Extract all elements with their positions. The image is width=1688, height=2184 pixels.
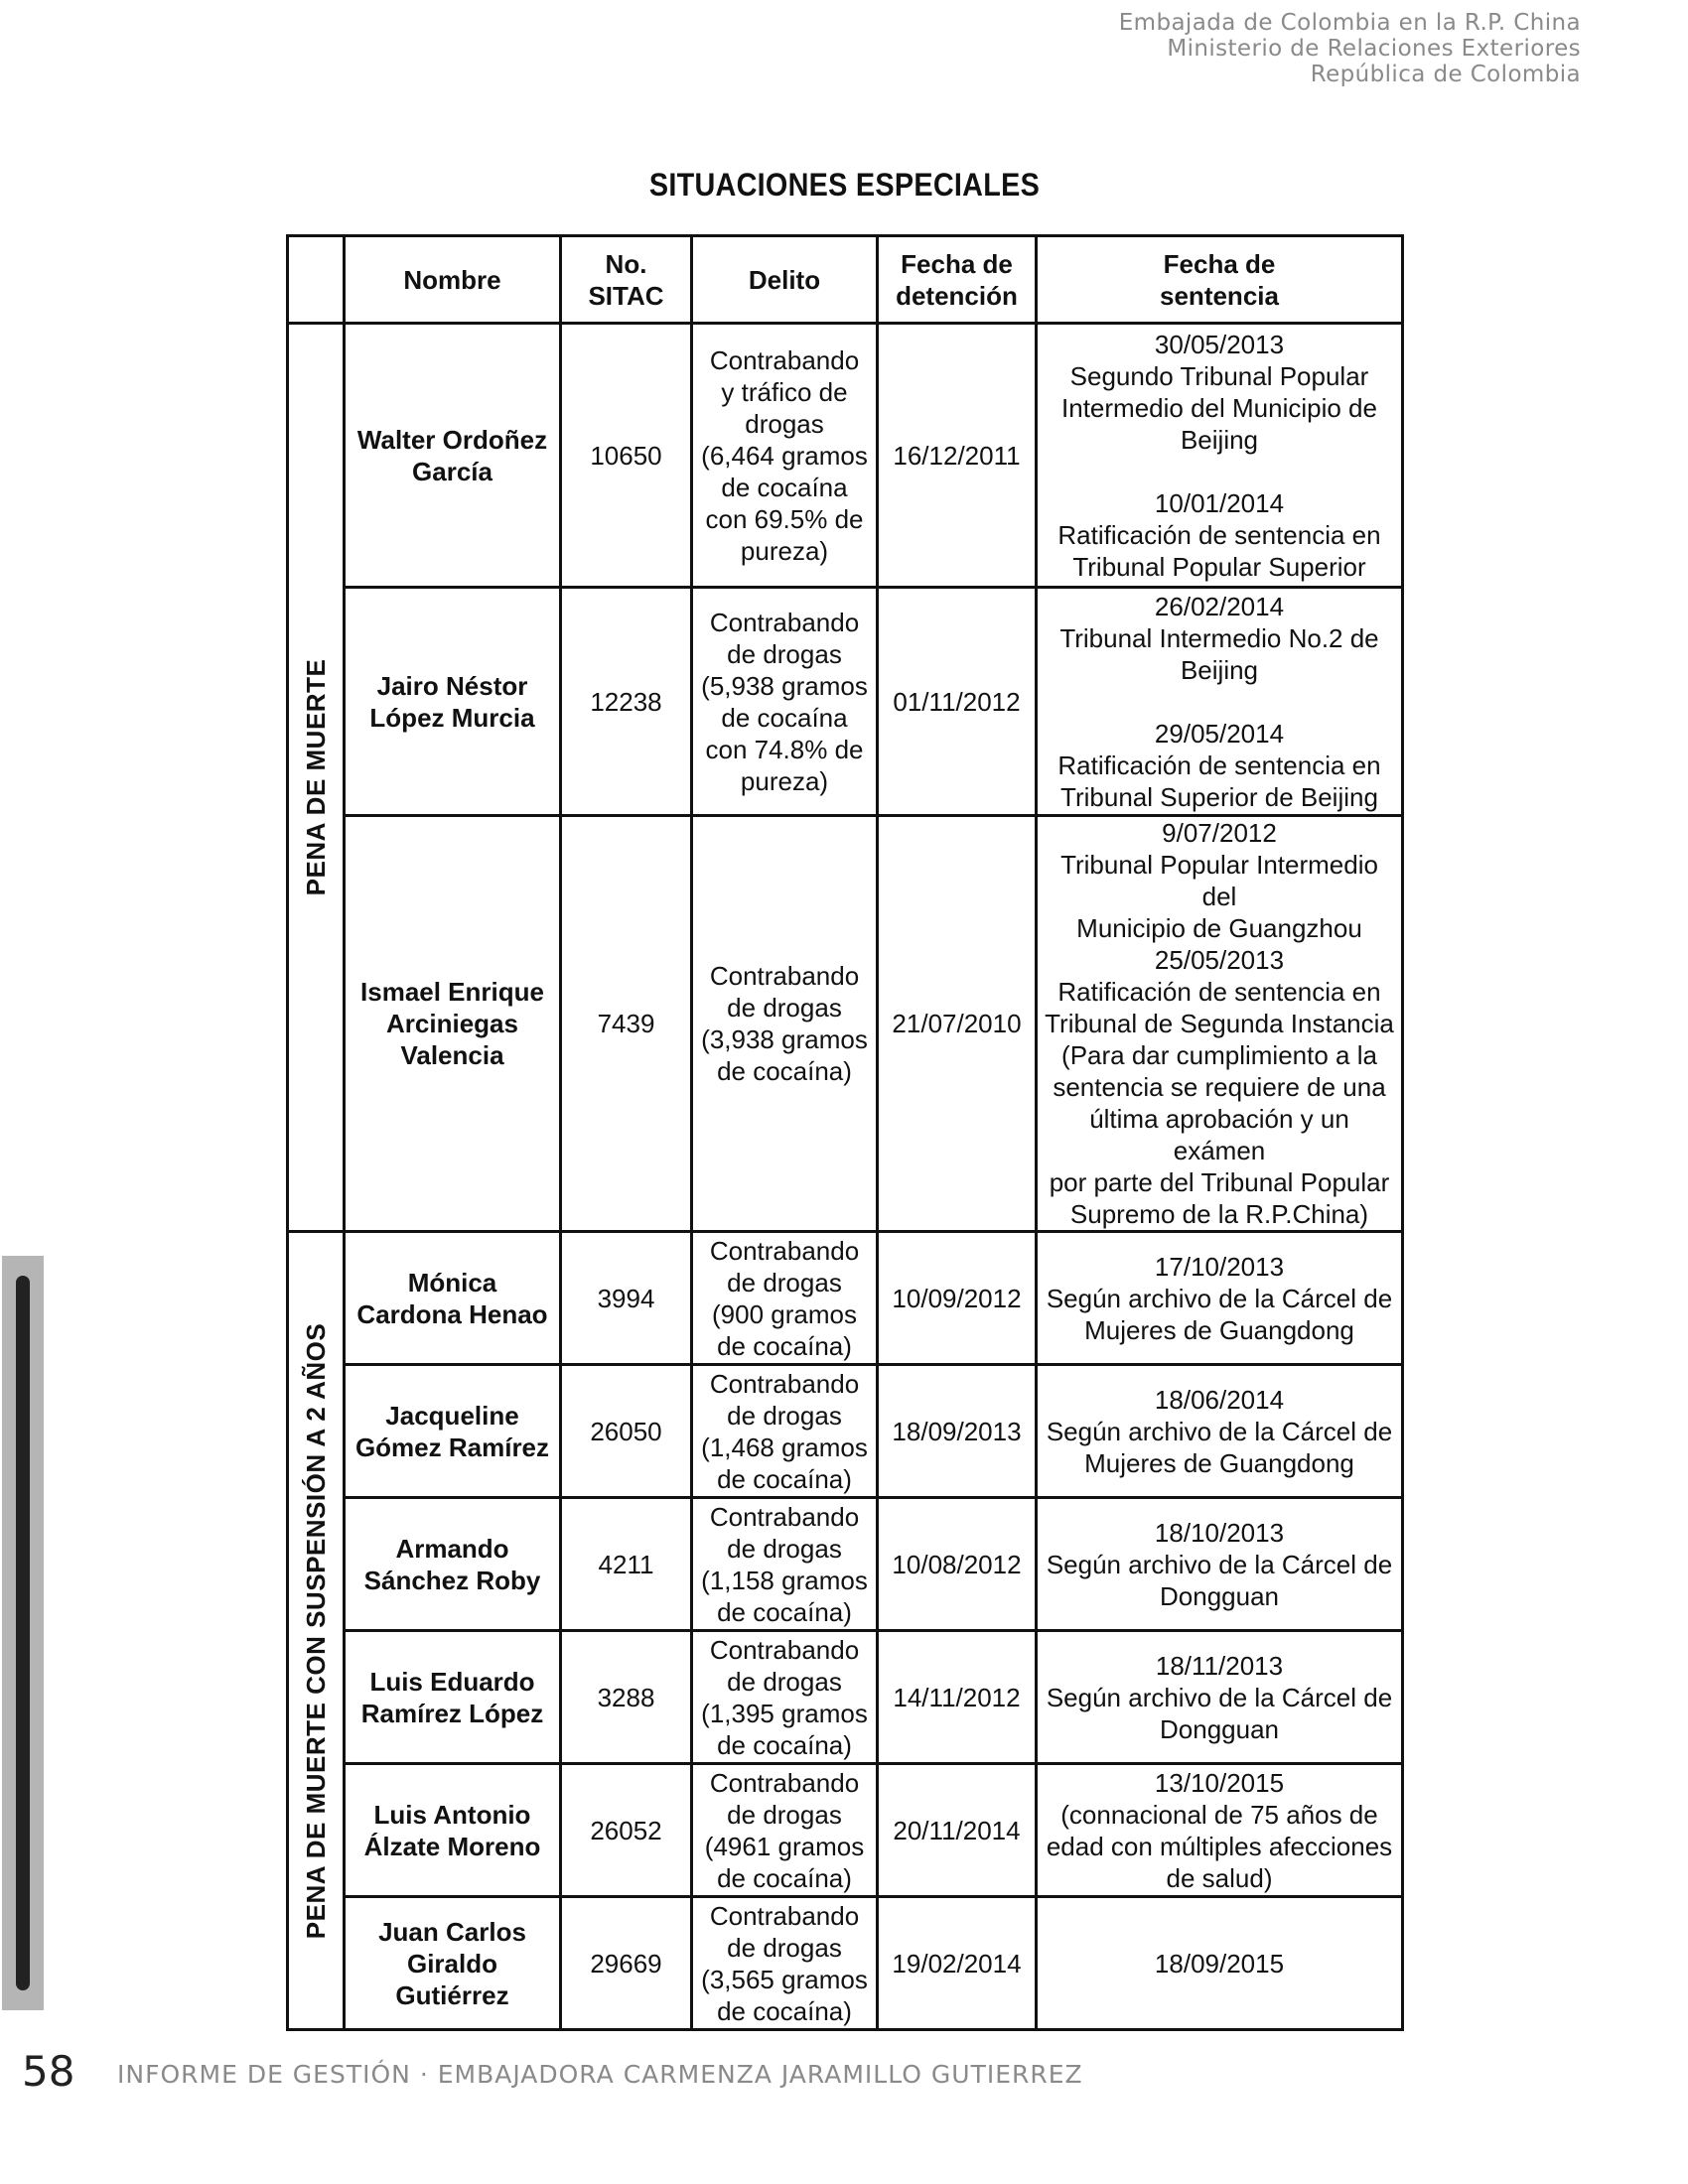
table-body xyxy=(288,324,1403,2030)
cell-detencion: 18/09/2013 xyxy=(878,1365,1037,1498)
cell-sentencia: 18/06/2014 Según archivo de la Cárcel de Mujeres de Guangdong xyxy=(1037,1365,1403,1498)
table-row xyxy=(288,1365,1403,1498)
special-situations-table xyxy=(286,234,1404,2031)
cell-sitac: 26050 xyxy=(561,1365,692,1498)
table-row xyxy=(288,324,1403,588)
cell-sentencia: 13/10/2015 (connacional de 75 años de edad con múltiples afecciones de salud) xyxy=(1037,1764,1403,1897)
cell-sitac: 12238 xyxy=(561,588,692,816)
col-sitac: No. SITAC xyxy=(561,236,692,324)
cell-detencion: 14/11/2012 xyxy=(878,1631,1037,1764)
col-delito: Delito xyxy=(692,236,878,324)
col-sentencia: Fecha de sentencia xyxy=(1037,236,1403,324)
cell-detencion: 20/11/2014 xyxy=(878,1764,1037,1897)
cell-nombre: Jacqueline Gómez Ramírez xyxy=(345,1365,561,1498)
page-number: 58 xyxy=(22,2047,75,2096)
group-header-cell xyxy=(288,236,345,324)
cell-delito: Contrabando y tráfico de drogas (6,464 gramos de cocaína con 69.5% de pureza) xyxy=(692,324,878,588)
cell-nombre: Walter Ordoñez García xyxy=(345,324,561,588)
cell-detencion: 21/07/2010 xyxy=(878,816,1037,1232)
table-row xyxy=(288,1897,1403,2030)
embassy-header xyxy=(1119,10,1581,87)
cell-delito: Contrabando de drogas (5,938 gramos de cocaína con 74.8% de pureza) xyxy=(692,588,878,816)
cell-sitac: 29669 xyxy=(561,1897,692,2030)
cell-delito: Contrabando de drogas (1,158 gramos de cocaína) xyxy=(692,1498,878,1631)
cell-nombre: Mónica Cardona Henao xyxy=(345,1232,561,1365)
cell-delito: Contrabando de drogas (1,468 gramos de cocaína) xyxy=(692,1365,878,1498)
table-header-row xyxy=(288,236,1403,324)
cell-nombre: Jairo Néstor López Murcia xyxy=(345,588,561,816)
group-label: PENA DE MUERTE xyxy=(301,658,331,896)
cell-detencion: 16/12/2011 xyxy=(878,324,1037,588)
cell-sentencia: 9/07/2012 Tribunal Popular Intermedio del Municipio de Guangzhou 25/05/2013 Ratificación de sentencia en Tribunal de Segunda Instancia (Para dar cumplimiento a la sentencia se requiere de una última aprobación y un exámen por parte del Tribunal Popular Supremo de la R.P.China) xyxy=(1037,816,1403,1232)
footer-text: INFORME DE GESTIÓN · EMBAJADORA CARMENZA JARAMILLO GUTIERREZ xyxy=(117,2060,1083,2089)
group-label: PENA DE MUERTE CON SUSPENSIÓN A 2 AÑOS xyxy=(301,1322,331,1939)
group-label-cell xyxy=(288,1232,345,2030)
header-line-3: República de Colombia xyxy=(1310,62,1581,87)
col-nombre: Nombre xyxy=(345,236,561,324)
cell-detencion: 10/08/2012 xyxy=(878,1498,1037,1631)
cell-sentencia: 18/09/2015 xyxy=(1037,1897,1403,2030)
cell-sentencia: 18/10/2013 Según archivo de la Cárcel de Dongguan xyxy=(1037,1498,1403,1631)
cell-delito: Contrabando de drogas (3,565 gramos de cocaína) xyxy=(692,1897,878,2030)
cell-sentencia: 26/02/2014 Tribunal Intermedio No.2 de Beijing 29/05/2014 Ratificación de sentencia en Tribunal Superior de Beijing xyxy=(1037,588,1403,816)
group-label-cell xyxy=(288,324,345,1232)
cell-sentencia: 30/05/2013 Segundo Tribunal Popular Intermedio del Municipio de Beijing 10/01/2014 Ratificación de sentencia en Tribunal Popular Superior xyxy=(1037,324,1403,588)
cell-nombre: Luis Eduardo Ramírez López xyxy=(345,1631,561,1764)
table-row xyxy=(288,1498,1403,1631)
cell-sitac: 3288 xyxy=(561,1631,692,1764)
cell-delito: Contrabando de drogas (900 gramos de cocaína) xyxy=(692,1232,878,1365)
cell-nombre: Ismael Enrique Arciniegas Valencia xyxy=(345,816,561,1232)
table-row xyxy=(288,588,1403,816)
cell-sentencia: 18/11/2013 Según archivo de la Cárcel de Dongguan xyxy=(1037,1631,1403,1764)
table-row xyxy=(288,1232,1403,1365)
side-tab-decoration xyxy=(2,1256,44,2010)
cell-detencion: 10/09/2012 xyxy=(878,1232,1037,1365)
header-line-2: Ministerio de Relaciones Exteriores xyxy=(1167,36,1581,62)
cell-delito: Contrabando de drogas (3,938 gramos de cocaína) xyxy=(692,816,878,1232)
table-row xyxy=(288,1764,1403,1897)
col-detencion: Fecha de detención xyxy=(878,236,1037,324)
cell-sitac: 26052 xyxy=(561,1764,692,1897)
cell-delito: Contrabando de drogas (4961 gramos de cocaína) xyxy=(692,1764,878,1897)
cell-sentencia: 17/10/2013 Según archivo de la Cárcel de Mujeres de Guangdong xyxy=(1037,1232,1403,1365)
cell-detencion: 19/02/2014 xyxy=(878,1897,1037,2030)
cell-sitac: 10650 xyxy=(561,324,692,588)
page-title: SITUACIONES ESPECIALES xyxy=(648,167,1040,203)
cell-nombre: Juan Carlos Giraldo Gutiérrez xyxy=(345,1897,561,2030)
cell-nombre: Armando Sánchez Roby xyxy=(345,1498,561,1631)
cell-sitac: 4211 xyxy=(561,1498,692,1631)
cell-delito: Contrabando de drogas (1,395 gramos de cocaína) xyxy=(692,1631,878,1764)
side-tab-mark xyxy=(16,1276,30,1990)
table-row xyxy=(288,816,1403,1232)
cell-detencion: 01/11/2012 xyxy=(878,588,1037,816)
cell-sitac: 7439 xyxy=(561,816,692,1232)
header-line-1: Embajada de Colombia en la R.P. China xyxy=(1118,10,1581,36)
cell-sitac: 3994 xyxy=(561,1232,692,1365)
table-row xyxy=(288,1631,1403,1764)
cell-nombre: Luis Antonio Álzate Moreno xyxy=(345,1764,561,1897)
